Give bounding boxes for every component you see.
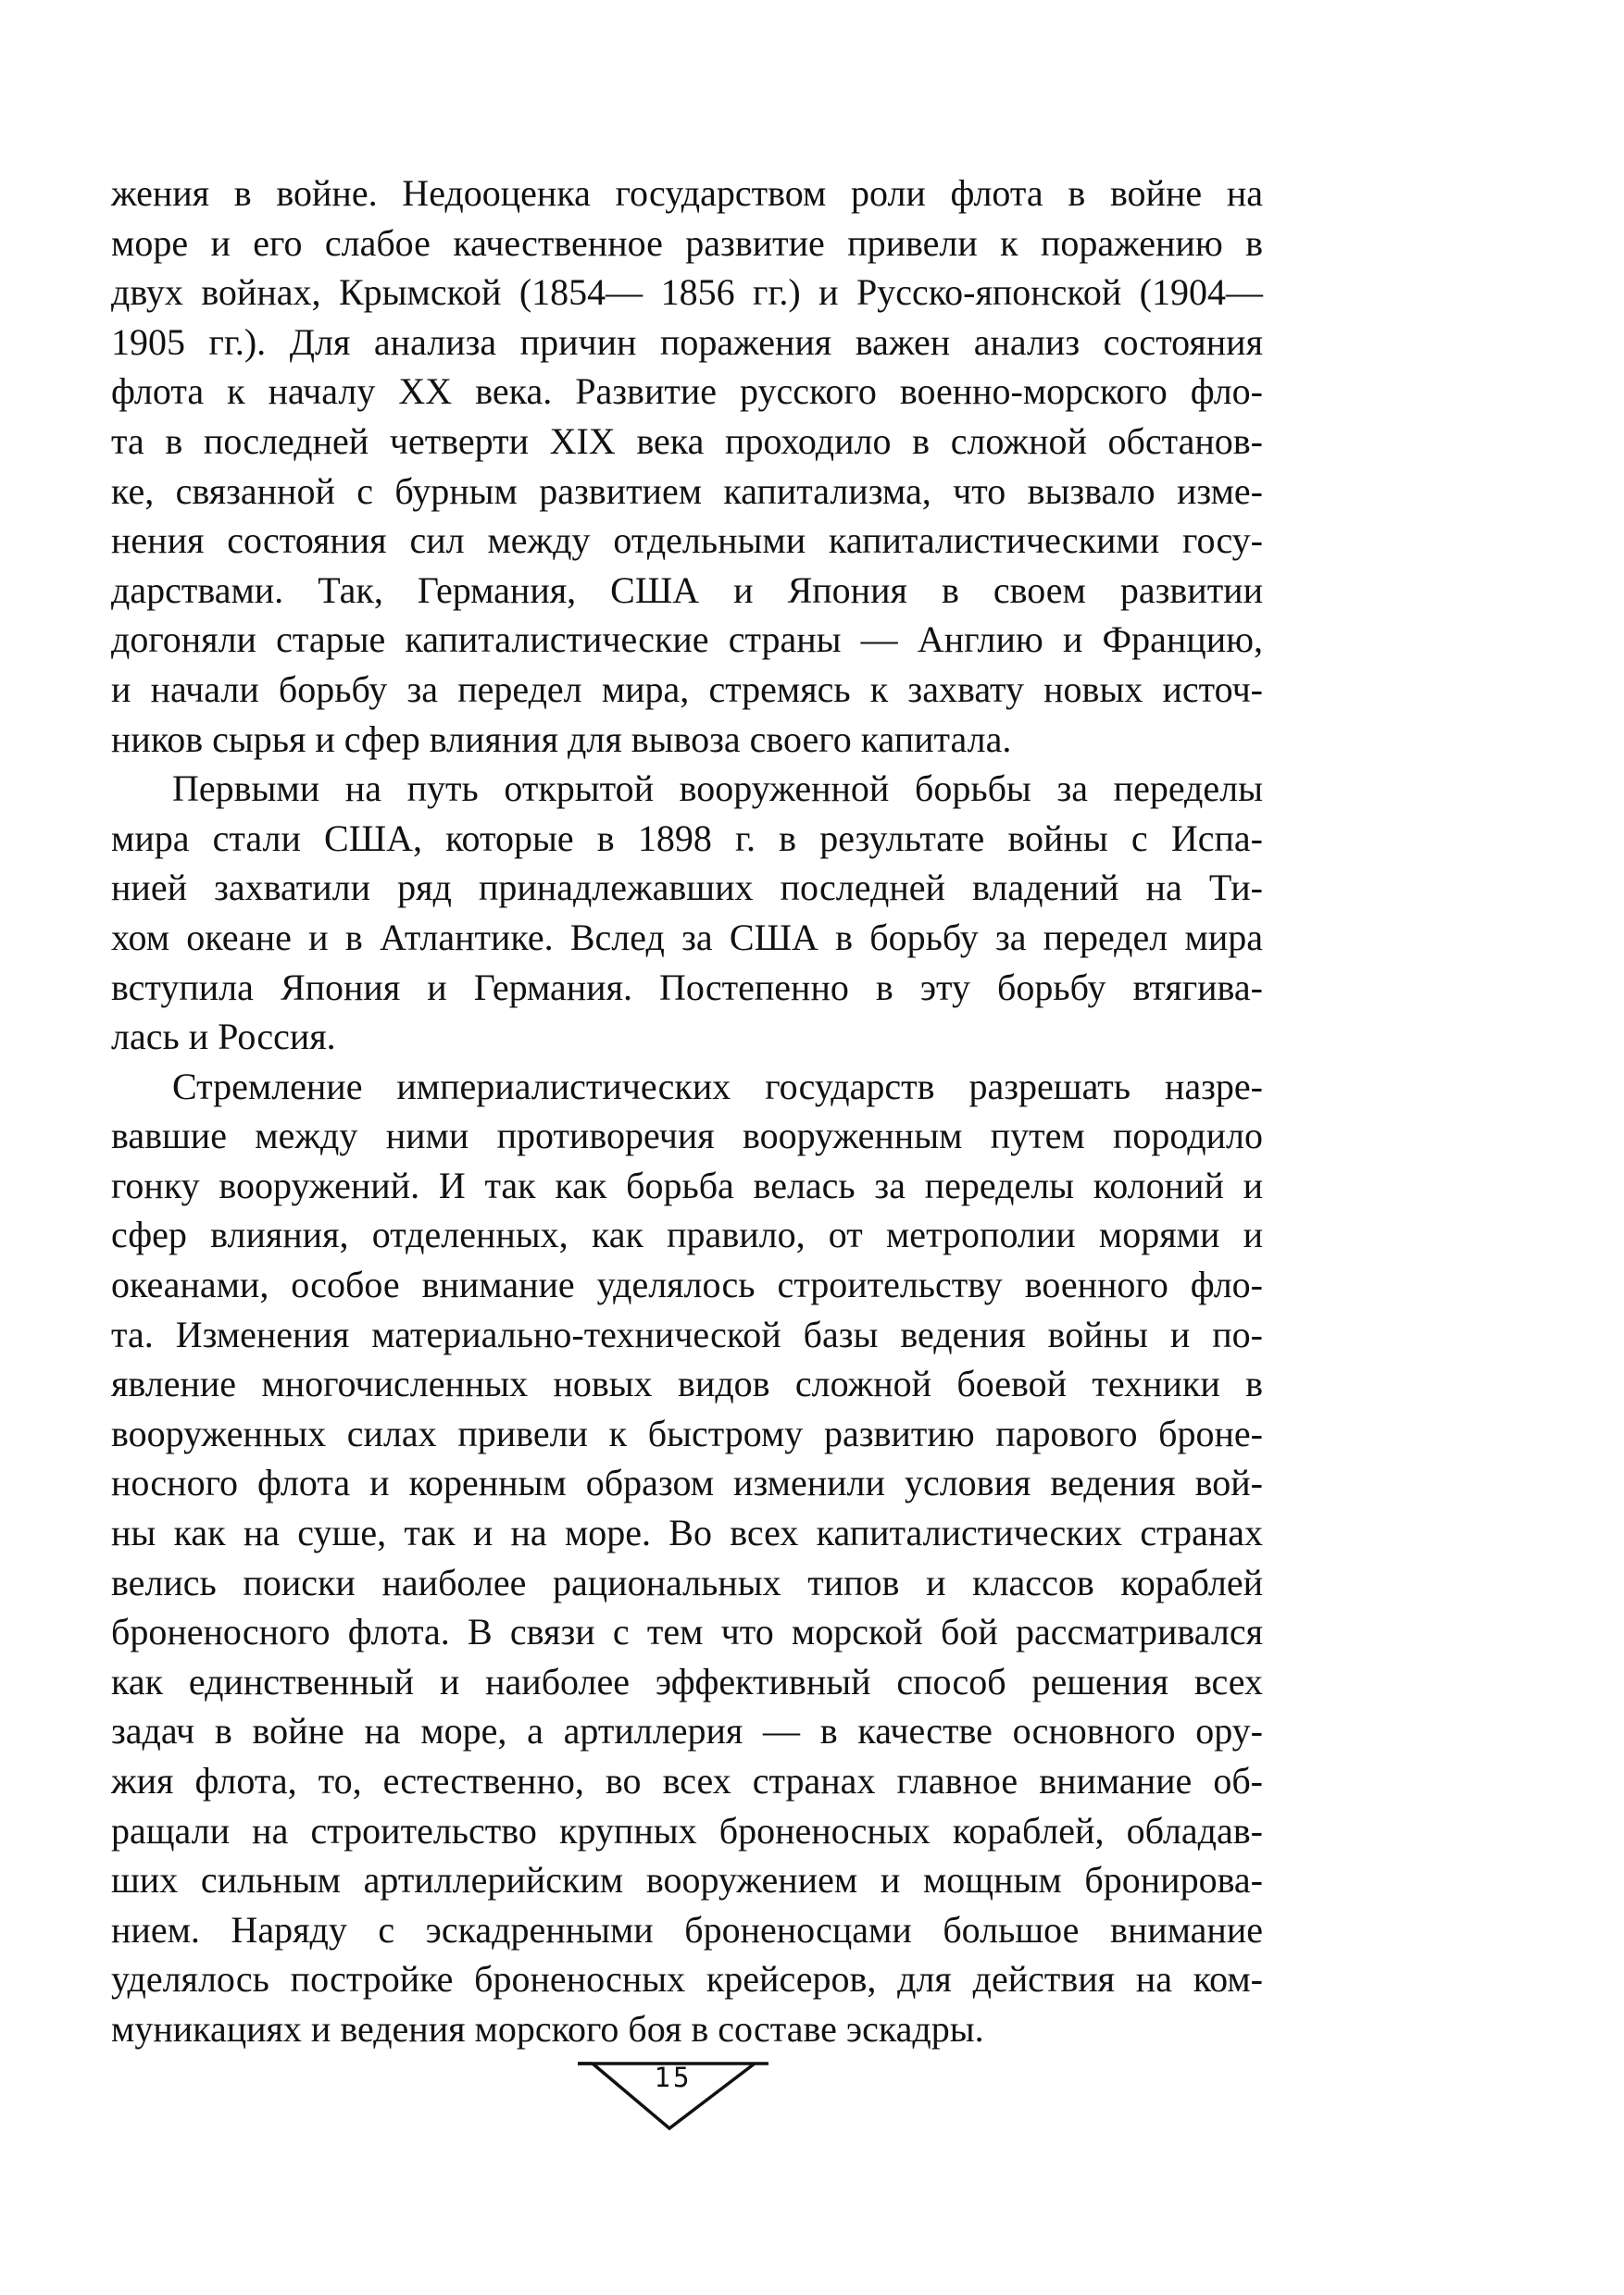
text-line: ке, связанной с бурным развитием капитализма, что вызвало изме- bbox=[111, 469, 1263, 512]
text-line: дарствами. Так, Германия, США и Япония в своем развитии bbox=[111, 568, 1263, 611]
text-line: Первыми на путь открытой вооруженной борьбы за переделы bbox=[172, 767, 1263, 810]
text-line: Стремление империалистических государств разрешать назре- bbox=[172, 1065, 1263, 1107]
text-line: велись поиски наиболее рациональных типов и классов кораблей bbox=[111, 1561, 1263, 1603]
text-line: броненосного флота. В связи с тем что морской бой рассматривался bbox=[111, 1611, 1263, 1653]
text-line: носного флота и коренным образом изменили условия ведения вой- bbox=[111, 1462, 1263, 1504]
text-line: лась и Россия. bbox=[111, 1016, 336, 1058]
text-line: та в последней четверти XIX века проходило в сложной обстанов- bbox=[111, 419, 1263, 462]
text-line: флота к началу XX века. Развитие русского военно-морского фло- bbox=[111, 370, 1263, 413]
body-text bbox=[111, 168, 1263, 2054]
text-line: и начали борьбу за передел мира, стремясь к захвату новых источ- bbox=[111, 667, 1263, 710]
text-line: хом океане и в Атлантике. Вслед за США в борьбу за передел мира bbox=[111, 916, 1263, 958]
page-number-marker bbox=[574, 2060, 772, 2136]
page-number: 15 bbox=[654, 2062, 693, 2093]
text-line: ших сильным артиллерийским вооружением и мощным бронирова- bbox=[111, 1859, 1263, 1902]
paragraph bbox=[111, 764, 1263, 1062]
text-line: сфер влияния, отделенных, как правило, от метрополии морями и bbox=[111, 1214, 1263, 1256]
text-line: двух войнах, Крымской (1854— 1856 гг.) и Русско-японской (1904— bbox=[111, 271, 1263, 314]
text-line: как единственный и наиболее эффективный способ решения всех bbox=[111, 1660, 1263, 1703]
text-line: 1905 гг.). Для анализа причин поражения важен анализ состояния bbox=[111, 320, 1263, 363]
text-line: вооруженных силах привели к быстрому развитию парового броне- bbox=[111, 1412, 1263, 1454]
text-line: нией захватили ряд принадлежавших последней владений на Ти- bbox=[111, 867, 1263, 909]
text-line: муникациях и ведения морского боя в составе эскадры. bbox=[111, 2007, 984, 2050]
text-line: ны как на суше, так и на море. Во всех капиталистических странах bbox=[111, 1512, 1263, 1554]
text-line: мира стали США, которые в 1898 г. в результате войны с Испа- bbox=[111, 817, 1263, 859]
paragraph bbox=[111, 1062, 1263, 2054]
text-line: нием. Наряду с эскадренными броненосцами большое внимание bbox=[111, 1908, 1263, 1951]
text-line: вавшие между ними противоречия вооруженным путем породило bbox=[111, 1115, 1263, 1157]
text-line: догоняли старые капиталистические страны — Англию и Францию, bbox=[111, 618, 1263, 661]
text-line: океанами, особое внимание уделялось строительству военного фло- bbox=[111, 1264, 1263, 1306]
text-line: гонку вооружений. И так как борьба велась за переделы колоний и bbox=[111, 1164, 1263, 1206]
text-line: ращали на строительство крупных броненосных кораблей, обладав- bbox=[111, 1809, 1263, 1852]
text-line: жия флота, то, естественно, во всех странах главное внимание об- bbox=[111, 1760, 1263, 1802]
text-line: та. Изменения материально-технической базы ведения войны и по- bbox=[111, 1313, 1263, 1355]
text-line: ников сырья и сфер влияния для вывоза своего капитала. bbox=[111, 717, 1012, 760]
text-line: море и его слабое качественное развитие привели к поражению в bbox=[111, 221, 1263, 264]
text-line: явление многочисленных новых видов сложной боевой техники в bbox=[111, 1363, 1263, 1405]
text-line: вступила Япония и Германия. Постепенно в эту борьбу втягива- bbox=[111, 966, 1263, 1008]
text-line: жения в войне. Недооценка государством роли флота в войне на bbox=[111, 172, 1263, 214]
text-line: задач в войне на море, а артиллерия — в качестве основного ору- bbox=[111, 1710, 1263, 1752]
text-line: уделялось постройке броненосных крейсеров, для действия на ком- bbox=[111, 1958, 1263, 2001]
paragraph bbox=[111, 168, 1263, 764]
text-line: нения состояния сил между отдельными капиталистическими госу- bbox=[111, 519, 1263, 562]
